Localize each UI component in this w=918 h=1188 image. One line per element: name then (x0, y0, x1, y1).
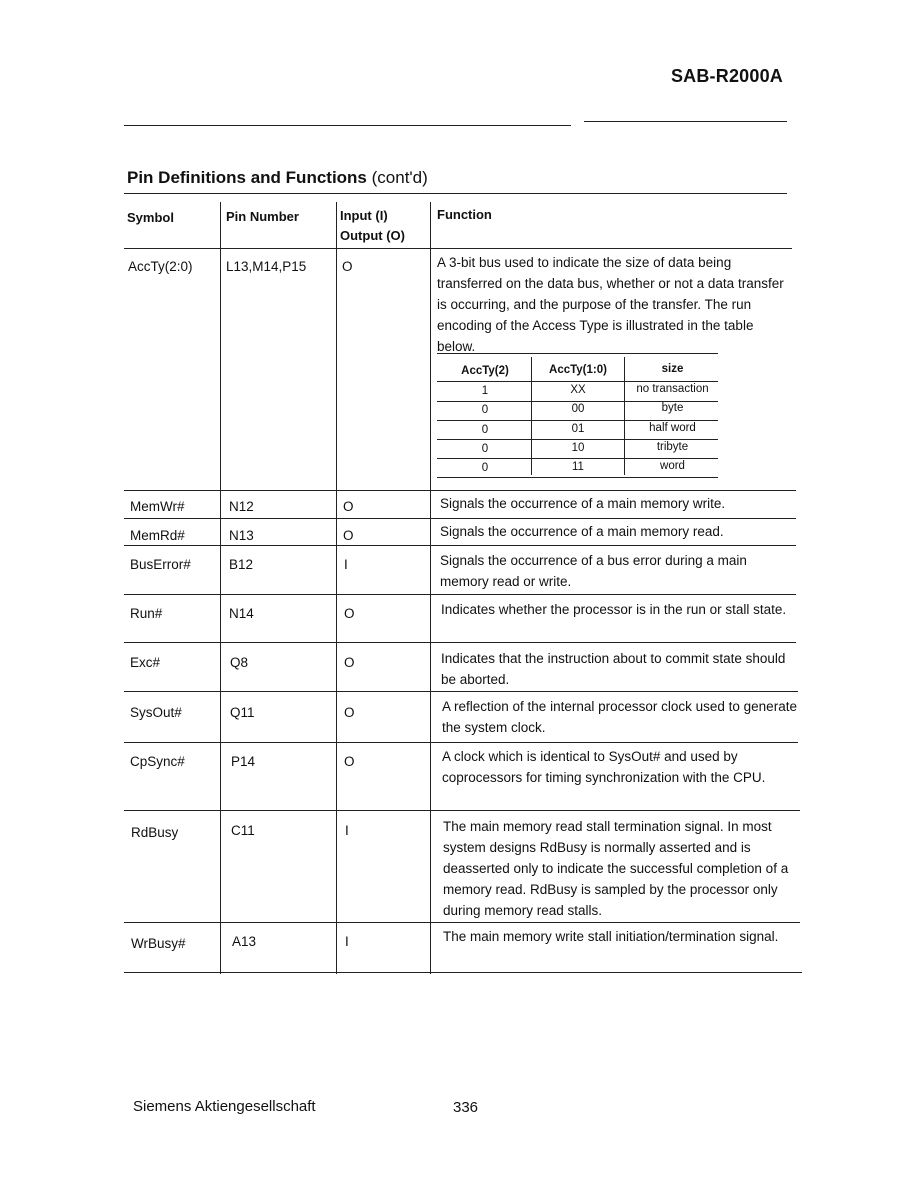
table-header-rule (124, 248, 792, 249)
col-divider-3 (430, 202, 431, 974)
row-sysout-pin: Q11 (230, 705, 255, 720)
table-bottom-rule (124, 972, 802, 973)
subtable-header-size: size (661, 363, 684, 375)
part-number: SAB-R2000A (670, 66, 783, 86)
row-memwr-symbol: MemWr# (130, 499, 185, 514)
row-rdbusy-io: I (345, 823, 349, 838)
row-memrd-function: Signals the occurrence of a main memory read. (440, 524, 724, 539)
row-acctype-pin: L13,M14,P15 (226, 259, 307, 274)
row-rdbusy-symbol: RdBusy (131, 825, 179, 840)
subtable-cell: half word (649, 422, 696, 434)
col-header-io-line1: Input (I) (340, 208, 388, 223)
row-rule (124, 922, 800, 923)
col-divider-2 (336, 202, 337, 974)
row-run-function: Indicates whether the processor is in the run or stall state. (441, 602, 787, 617)
row-memwr-function: Signals the occurrence of a main memory write. (440, 496, 726, 511)
row-run-io: O (344, 606, 355, 621)
section-title-suffix: (cont'd) (371, 168, 428, 187)
subtable-cell: 0 (481, 462, 489, 474)
subtable-cell: 11 (572, 461, 584, 473)
subtable-header-acct10: AccTy(1:0) (549, 364, 607, 376)
subtable-cell: no transaction (636, 383, 709, 395)
row-cpsync-pin: P14 (231, 754, 256, 769)
row-rule (124, 518, 796, 519)
row-rule (124, 810, 800, 811)
row-cpsync-io: O (344, 754, 355, 769)
row-exc-io: O (344, 655, 355, 670)
header-rule-right (584, 121, 787, 122)
header-rule-left (124, 125, 571, 126)
subtable-cell: 01 (571, 423, 585, 435)
row-buserror-function: Signals the occurrence of a bus error during a main memory read or write. (440, 553, 747, 589)
row-run-pin: N14 (229, 606, 254, 621)
row-exc-function: Indicates that the instruction about to commit state should be aborted. (441, 651, 786, 687)
col-header-symbol: Symbol (127, 210, 174, 225)
row-rdbusy-pin: C11 (231, 823, 255, 838)
row-acctype-io: O (342, 259, 353, 274)
row-wrbusy-io: I (345, 934, 349, 949)
row-rule (124, 742, 798, 743)
col-divider-1 (220, 202, 221, 974)
row-wrbusy-pin: A13 (232, 934, 257, 949)
subtable-cell: 1 (481, 385, 489, 397)
row-buserror-pin: B12 (229, 557, 254, 572)
row-acctype-function: A 3-bit bus used to indicate the size of data being transferred on the data bus, whether or not a data transfer is occurring, and the purpose of the transfer. The run encoding of the Access Type is illustrated in the table below. (437, 255, 784, 354)
row-memrd-io: O (343, 528, 354, 543)
row-run-symbol: Run# (130, 606, 163, 621)
row-rule (124, 594, 796, 595)
subtable-row-rule (437, 439, 718, 440)
subtable-cell: 0 (481, 443, 489, 455)
row-memwr-io: O (343, 499, 354, 514)
row-buserror-symbol: BusError# (130, 557, 191, 572)
row-cpsync-symbol: CpSync# (130, 754, 185, 769)
subtable-cell: 00 (571, 403, 585, 415)
row-acctype-symbol: AccTy(2:0) (128, 259, 193, 274)
row-sysout-symbol: SysOut# (130, 705, 182, 720)
col-header-function: Function (437, 207, 492, 222)
section-title (127, 168, 428, 188)
row-buserror-io: I (344, 557, 348, 572)
subtable-row-rule (437, 458, 718, 459)
subtable-cell: 0 (481, 404, 489, 416)
row-memrd-pin: N13 (229, 528, 254, 543)
subtable-cell: 10 (571, 442, 585, 454)
row-memwr-pin: N12 (229, 499, 254, 514)
row-rdbusy-function: The main memory read stall termination signal. In most system designs RdBusy is normally asserted and is deasserted only to indicate the successful completion of a memory read. RdBusy is sampled by the processor only during memory read stalls. (443, 819, 789, 918)
subtable-cell: byte (661, 402, 684, 414)
row-wrbusy-function: The main memory write stall initiation/termination signal. (443, 929, 779, 944)
footer-company: Siemens Aktiengesellschaft (133, 1098, 316, 1115)
row-rule (124, 691, 798, 692)
subtable-header-acct2: AccTy(2) (461, 365, 509, 377)
row-rule (124, 545, 796, 546)
col-header-pin-number: Pin Number (226, 209, 299, 224)
row-sysout-io: O (344, 705, 355, 720)
row-sysout-function: A reflection of the internal processor clock used to generate the system clock. (442, 699, 797, 735)
subtable-cell: XX (570, 384, 586, 396)
section-title-main: Pin Definitions and Functions (127, 168, 367, 187)
col-header-io-line2: Output (O) (340, 228, 405, 243)
subtable-cell: word (660, 460, 685, 472)
subtable-cell: 0 (481, 424, 489, 436)
subtable-row-rule (437, 420, 718, 421)
row-wrbusy-symbol: WrBusy# (131, 936, 186, 951)
row-rule (124, 642, 796, 643)
row-memrd-symbol: MemRd# (130, 528, 185, 543)
row-cpsync-function: A clock which is identical to SysOut# and used by coprocessors for timing synchronization with the CPU. (442, 749, 766, 785)
row-exc-symbol: Exc# (130, 655, 161, 670)
subtable-header-rule (437, 381, 718, 382)
subtable-top-rule (437, 353, 718, 354)
row-rule (124, 490, 796, 491)
page-number: 336 (453, 1099, 479, 1116)
row-exc-pin: Q8 (230, 655, 249, 670)
table-top-rule (124, 193, 787, 194)
subtable-cell: tribyte (656, 441, 689, 453)
subtable-bottom-rule (437, 477, 718, 478)
